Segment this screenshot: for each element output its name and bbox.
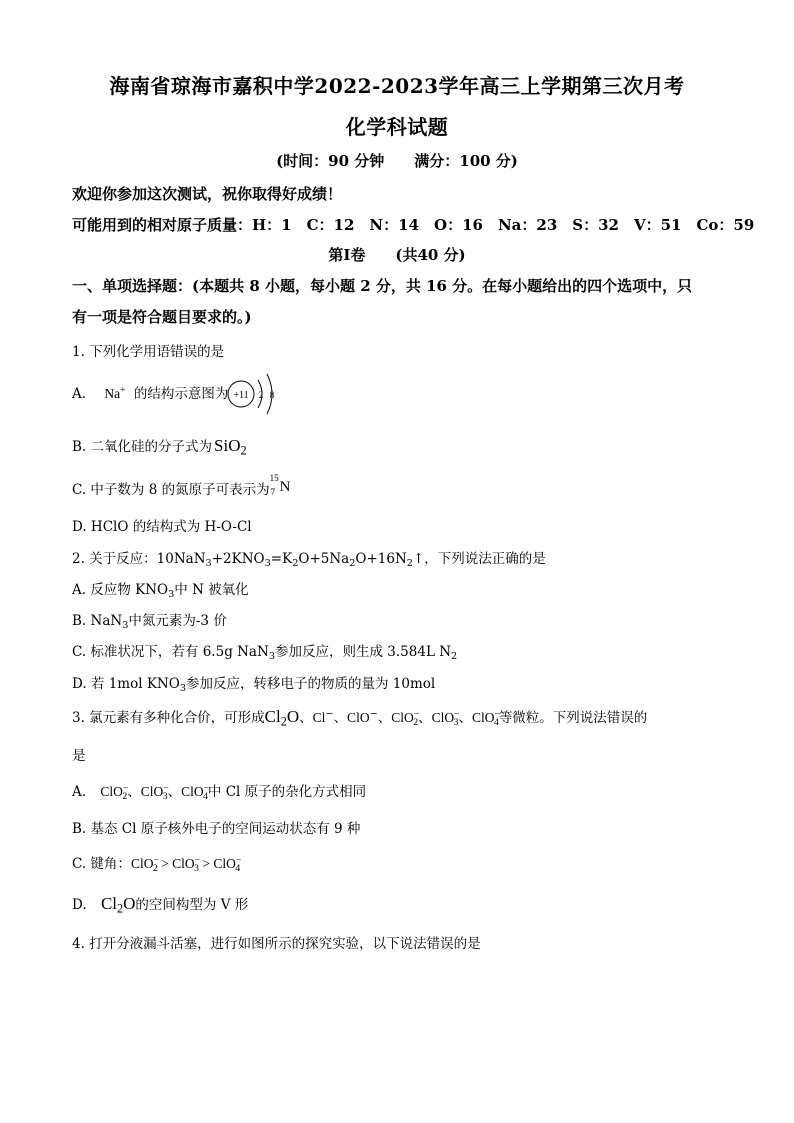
q1-option-d: D. HClO 的结构式为 H-O-Cl xyxy=(72,519,252,535)
q2-option-d: D. 若 1mol $KNO_3$参加反应，转移电子的物质的量为 10mol xyxy=(72,676,436,694)
sodium-ion-structure-diagram xyxy=(224,371,284,417)
q1-a-text: 的结构示意图为 xyxy=(133,386,229,402)
shell-1-electrons: 2 xyxy=(258,390,264,400)
q3-option-b: B. 基态 Cl 原子核外电子的空间运动状态有 9 种 xyxy=(72,821,361,837)
exam-subtitle: 化学科试题 xyxy=(345,115,449,139)
exam-title: 海南省琼海市嘉积中学2022-2023学年高三上学期第三次月考 xyxy=(109,74,685,98)
q2-stem: 2. 关于反应：$10NaN_3+2KNO_3=K_2O+5Na_2O+16N_2↑$，下列说法正确的是 xyxy=(72,551,546,569)
q1-stem: 1. 下列化学用语错误的是 xyxy=(72,344,225,360)
q3-cl2o: $Cl_2O$ xyxy=(264,707,300,729)
time-info: (时间：90 分钟 满分：100 分) xyxy=(276,152,518,170)
q1-a-ion: Na xyxy=(104,386,121,401)
q1-a-charge: + xyxy=(120,384,126,396)
q2-option-c: C. 标准状况下，若有 6.5g NaN$_3$参加反应，则生成 3.584L $N_2$ xyxy=(72,644,458,662)
q1-b-text: B. 二氧化硅的分子式为 xyxy=(72,439,213,455)
atomic-mass-line: 可能用到的相对原子质量：H：1 C：12 N：14 O：16 Na：23 S：32 V：51 Co：59 xyxy=(72,216,755,234)
q1-b-formula: SiO$_2$ xyxy=(214,436,247,458)
q1-a-prefix: A. xyxy=(72,386,87,402)
q3-option-a: A. ClO−$_2$、ClO−$_3$、ClO−$_4$中 Cl 原子的杂化方式相同 xyxy=(72,782,367,802)
q3-option-c: C. 键角：ClO−$_2$ > ClO−$_3$ > ClO−$_4$ xyxy=(72,854,242,874)
q3-stem-line2: 是 xyxy=(72,748,86,764)
section1-instructions-2: 有一项是符合题目要求的。) xyxy=(72,308,252,326)
q3-stem: 3. 氯元素有多种化合价，可形成$Cl_2O$、Cl−、ClO−、ClO−$_2$、ClO−$_3$、ClO−$_4$等微粒。下列说法错误的 xyxy=(72,707,648,729)
volume-heading: 第Ⅰ卷 (共40 分) xyxy=(328,246,466,264)
q4-stem: 4. 打开分液漏斗活塞，进行如图所示的探究实验，以下说法错误的是 xyxy=(72,936,481,952)
q3-option-d: D. $Cl_2O$的空间构型为 V 形 xyxy=(72,894,249,916)
q1-option-c xyxy=(72,473,294,498)
q1-option-b xyxy=(72,435,247,459)
q2-option-a: A. 反应物 $KNO_3$中 N 被氧化 xyxy=(72,582,249,600)
q1-option-a xyxy=(72,382,228,402)
greeting: 欢迎你参加这次测试，祝你取得好成绩！ xyxy=(72,185,343,203)
q1-c-nuclide: 15 7 N xyxy=(269,473,291,497)
shell-2-electrons: 8 xyxy=(269,390,275,400)
nucleus-charge: +11 xyxy=(233,390,249,401)
q1-c-text: C. 中子数为 8 的氮原子可表示为 xyxy=(72,482,270,498)
section1-instructions-1: 一、单项选择题：(本题共 8 小题，每小题 2 分，共 16 分。在每小题给出的四个选项中，只 xyxy=(72,277,693,295)
q2-option-b: B. NaN$_3$中氮元素为-3 价 xyxy=(72,613,227,631)
